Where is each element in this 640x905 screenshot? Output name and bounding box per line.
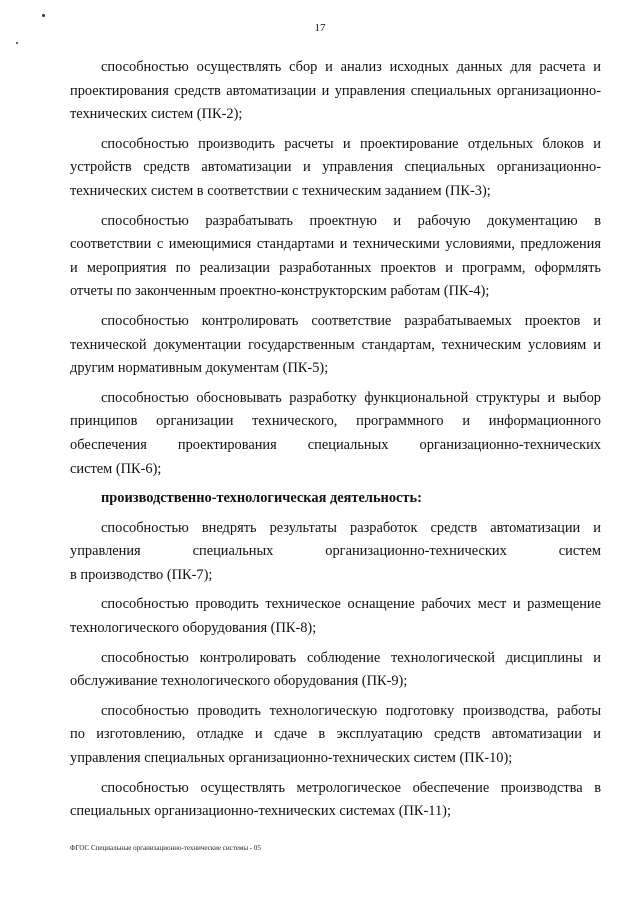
paragraph [70,517,601,588]
document-body [70,56,601,830]
text-line: способностью осуществлять сбор и анализ исходных данных для расчета и [101,59,601,75]
text-line: отчеты по законченным проектно-конструкторским работам (ПК-4); [70,283,490,300]
text-line: соответствии с имеющимися стандартами и техническими условиями, предложения [70,236,601,253]
scan-speck [42,14,45,17]
text-line: способностью разрабатывать проектную и рабочую документацию в [101,212,601,229]
text-line: технических систем в соответствии с техническим заданием (ПК-3); [70,182,491,199]
paragraph [70,133,601,204]
text-line: принципов организации технического, программного и информационного [70,413,601,430]
paragraph [70,593,601,640]
paragraph [70,310,601,381]
text-line: другим нормативным документам (ПК-5); [70,360,329,377]
text-line: технических систем (ПК-2); [70,106,243,123]
scan-speck [16,42,18,44]
text-line: и мероприятия по реализации разработанных проектов и программ, оформлять [70,259,601,276]
text-line: способностью внедрять результаты разработок средств автоматизации и [101,519,601,536]
text-line: способностью контролировать соблюдение технологической дисциплины и [101,649,601,666]
text-line: специальных организационно-технических системах (ПК-11); [70,803,451,820]
text-line: по изготовлению, отладке и сдаче в эксплуатацию средств автоматизации и [70,726,601,743]
text-line: управления специальных организационно-технических систем [70,543,601,560]
text-line: способностью производить расчеты и проектирование отдельных блоков и [101,135,601,152]
text-line: способностью контролировать соответствие разрабатываемых проектов и [101,312,601,329]
page-footer: ФГОС Специальные организационно-технические системы - 05 [70,844,261,852]
text-line: способностью проводить технологическую подготовку производства, работы [101,702,601,719]
paragraph [70,387,601,481]
text-line: технологического оборудования (ПК-8); [70,620,317,637]
section-heading: производственно-технологическая деятельность: [101,490,422,507]
text-line: способностью обосновывать разработку функциональной структуры и выбор [101,389,601,406]
text-line: проектирования средств автоматизации и управления специальных организационно- [70,82,601,99]
text-line: способностью осуществлять метрологическое обеспечение производства в [101,779,601,796]
text-line: устройств средств автоматизации и управления специальных организационно- [70,159,601,176]
text-line: обслуживание технологического оборудования (ПК-9); [70,673,408,690]
text-line: систем (ПК-6); [70,460,162,477]
text-line: управления специальных организационно-технических систем (ПК-10); [70,750,513,767]
paragraph [70,647,601,694]
paragraph [70,210,601,304]
paragraph [70,777,601,824]
paragraph [70,56,601,127]
text-line: способностью проводить техническое оснащение рабочих мест и размещение [101,596,601,613]
text-line: технической документации государственным стандартам, техническим условиям и [70,336,601,353]
text-line: обеспечения проектирования специальных организационно-технических [70,436,601,453]
page-number: 17 [314,22,326,34]
text-line: в производство (ПК-7); [70,566,213,583]
paragraph [70,700,601,771]
